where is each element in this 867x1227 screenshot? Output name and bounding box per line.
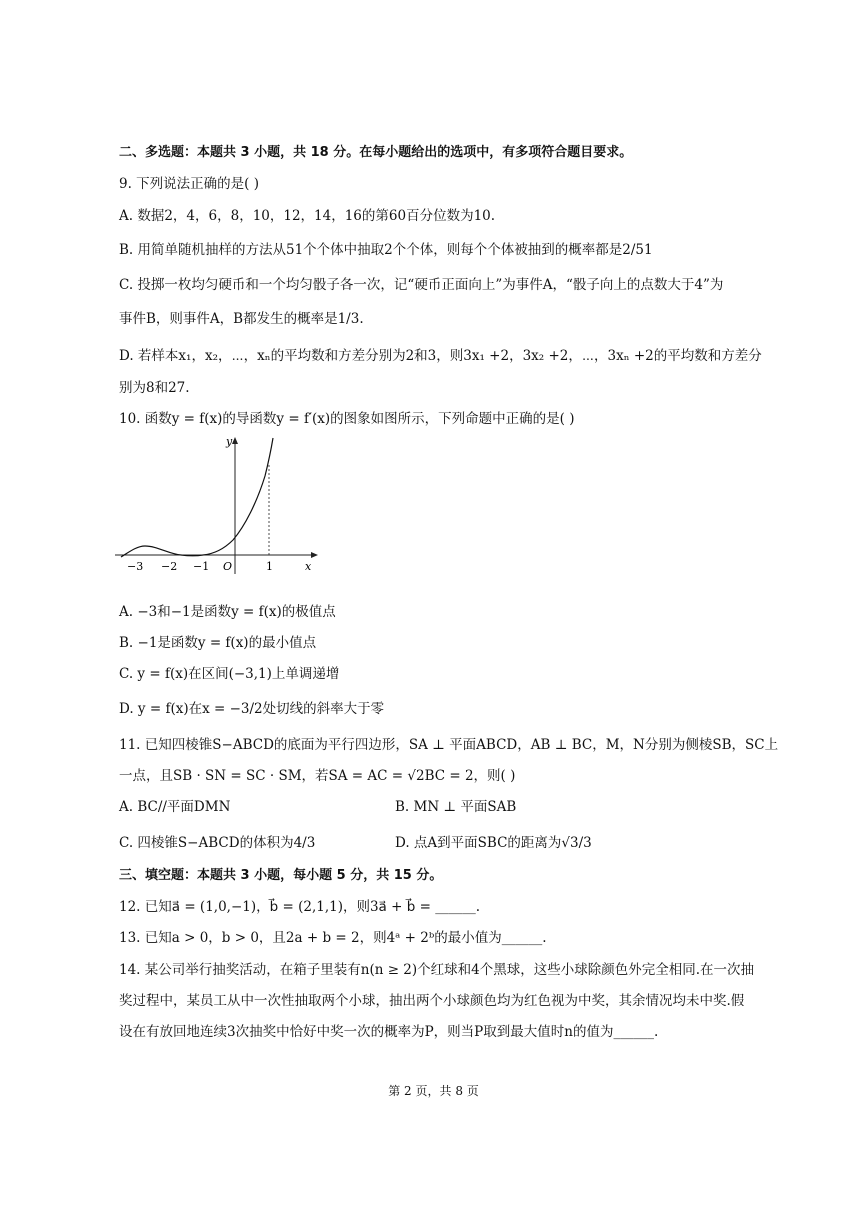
y-axis-arrow xyxy=(232,437,238,444)
q9-option-d-line1: D. 若样本x₁，x₂，⋯，xₙ的平均数和方差分别为2和3，则3x₁ +2，3x₂ +2，⋯，3xₙ +2的平均数和方差分 xyxy=(119,348,762,364)
q10-option-d: D. y = f(x)在x = −3/2处切线的斜率大于零 xyxy=(119,701,385,717)
q14-line1: 14. 某公司举行抽奖活动，在箱子里装有n(n ≥ 2)个红球和4个黑球，这些小球除颜色外完全相同.在一次抽 xyxy=(119,962,755,978)
tick-label-neg3: −3 xyxy=(127,560,144,573)
q10-option-c: C. y = f(x)在区间(−3,1)上单调递增 xyxy=(119,666,340,682)
q11-option-a: A. BC//平面DMN xyxy=(119,799,231,815)
q9-option-c-line1: C. 投掷一枚均匀硬币和一个均匀骰子各一次，记“硬币正面向上”为事件A，“骰子向上的点数大于4”为 xyxy=(119,277,724,293)
q10-stem: 10. 函数y = f(x)的导函数y = f′(x)的图象如图所示，下列命题中正确的是( ) xyxy=(119,411,575,427)
tick-label-1: 1 xyxy=(266,560,273,573)
q14-line3: 设在有放回地连续3次抽奖中恰好中奖一次的概率为P，则当P取到最大值时n的值为______. xyxy=(119,1024,659,1040)
q11-stem-line1: 11. 已知四棱锥S−ABCD的底面为平行四边形，SA ⊥ 平面ABCD，AB ⊥ BC，M，N分别为侧棱SB，SC上 xyxy=(119,737,779,753)
derivative-curve xyxy=(121,438,273,557)
q9-option-b: B. 用简单随机抽样的方法从51个个体中抽取2个个体，则每个个体被抽到的概率都是2/51 xyxy=(119,242,653,258)
q9-option-d-line2: 别为8和27. xyxy=(119,380,190,396)
q14-line2: 奖过程中，某员工从中一次性抽取两个小球，抽出两个小球颜色均为红色视为中奖，其余情况均未中奖.假 xyxy=(119,993,745,1009)
tick-label-neg1: −1 xyxy=(193,560,210,573)
x-label: x xyxy=(305,560,312,573)
q9-option-c-line2: 事件B，则事件A，B都发生的概率是1/3. xyxy=(119,311,364,327)
q12: 12. 已知a⃗ = (1,0,−1)，b⃗ = (2,1,1)，则3a⃗ + b⃗ = ______. xyxy=(119,899,480,915)
q10-option-a: A. −3和−1是函数y = f(x)的极值点 xyxy=(119,604,336,620)
section2-title: 二、多选题：本题共 3 小题，共 18 分。在每小题给出的选项中，有多项符合题目要求。 xyxy=(119,145,633,160)
y-label: y xyxy=(226,435,233,448)
q9-stem: 9. 下列说法正确的是( ) xyxy=(119,176,259,192)
q11-option-d: D. 点A到平面SBC的距离为√3/3 xyxy=(395,835,592,851)
q11-stem-line2: 一点，且SB · SN = SC · SM，若SA = AC = √2BC = 2，则( ) xyxy=(119,768,516,784)
q10-option-b: B. −1是函数y = f(x)的最小值点 xyxy=(119,635,317,651)
origin-label: O xyxy=(223,560,233,573)
derivative-graph xyxy=(115,434,320,574)
q11-option-b: B. MN ⊥ 平面SAB xyxy=(395,799,517,815)
x-axis-arrow xyxy=(311,552,318,558)
tick-label-neg2: −2 xyxy=(161,560,178,573)
q9-option-a: A. 数据2，4，6，8，10，12，14，16的第60百分位数为10. xyxy=(119,208,496,224)
q11-option-c: C. 四棱锥S−ABCD的体积为4/3 xyxy=(119,835,316,851)
section3-title: 三、填空题：本题共 3 小题，每小题 5 分，共 15 分。 xyxy=(119,868,443,883)
q13: 13. 已知a > 0，b > 0，且2a + b = 2，则4ᵃ + 2ᵇ的最小值为______. xyxy=(119,930,547,946)
page-footer: 第 2 页，共 8 页 xyxy=(388,1084,479,1098)
